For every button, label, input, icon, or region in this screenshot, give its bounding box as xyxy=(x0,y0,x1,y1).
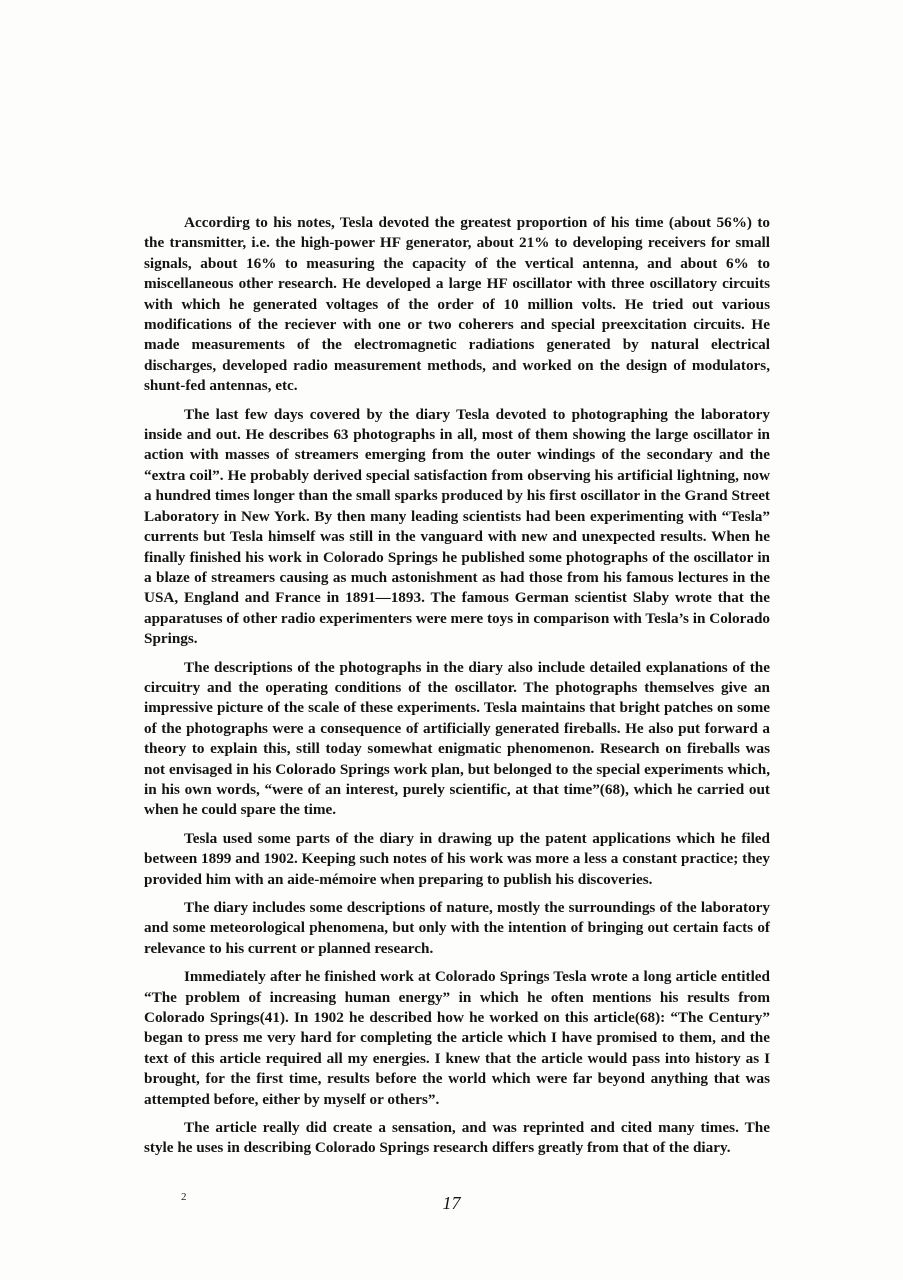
paragraph-6: Immediately after he finished work at Colorado Springs Tesla wrote a long article entitled “The problem of increasing human energy” in which he often mentions his results from Colorado Springs(41). In 1902 he described how he worked on this article(68): “The Century” began to press me very hard for completing the article which I have promised to them, and the text of this article required all my energies. I knew that the article would pass into history as I brought, for the first time, results before the world which were far beyond anything that was attempted before, either by myself or others”. xyxy=(144,968,770,1108)
paragraph-1: Accordirg to his notes, Tesla devoted the greatest proportion of his time (about 56%) to the transmitter, i.e. the high-power HF generator, about 21% to developing receivers for small signals, about 16% to measuring the capacity of the vertical antenna, and about 6% to miscellaneous other research. He developed a large HF oscillator with three oscillatory circuits with which he generated voltages of the order of 10 million volts. He tried out various modifications of the reciever with one or two coherers and special preexcitation circuits. He made measurements of the electromagnetic radiations generated by natural electrical discharges, developed radio measurement methods, and worked on the design of modulators, shunt-fed antennas, etc. xyxy=(144,214,770,395)
paragraph-7: The article really did create a sensation, and was reprinted and cited many times. The style he uses in describing Colorado Springs research differs greatly from that of the diary. xyxy=(144,1119,770,1157)
signature-mark: 2 xyxy=(181,1191,187,1203)
paragraph-5: The diary includes some descriptions of nature, mostly the surroundings of the laboratory and some meteorological phenomena, but only with the intention of bringing out certain facts of relevance to his current or planned research. xyxy=(144,899,770,957)
paragraph-4: Tesla used some parts of the diary in drawing up the patent applications which he filed between 1899 and 1902. Keeping such notes of his work was more a less a constant practice; they provided him with an aide-mémoire when preparing to publish his discoveries. xyxy=(144,829,770,888)
paragraph-2: The last few days covered by the diary Tesla devoted to photographing the laboratory inside and out. He describes 63 photographs in all, most of them showing the large oscillator in action with masses of streamers emerging from the outer windings of the secondary and the “extra coil”. He probably derived special satisfaction from observing his artificial lightning, now a hundred times longer than the small sparks produced by his first oscillator in the Grand Street Laboratory in New York. By then many leading scientists had been experimenting with “Tesla” currents but Tesla himself was still in the vanguard with new and unexpected results. When he finally finished his work in Colorado Springs he published some photographs of the oscillator in a blaze of streamers causing as much astonishment as had those from his famous lectures in the USA, England and France in 1891—1893. The famous German scientist Slaby wrote that the apparatuses of other radio experimenters were mere toys in comparison with Tesla’s in Colorado Springs. xyxy=(144,405,770,648)
body-text xyxy=(144,213,770,1159)
paragraph-3: The descriptions of the photographs in the diary also include detailed explanations of the circuitry and the operating conditions of the oscillator. The photographs themselves give an impressive picture of the scale of these experiments. Tesla maintains that bright patches on some of the photographs were a consequence of artificially generated fireballs. He also put forward a theory to explain this, still today somewhat enigmatic phenomenon. Research on fireballs was not envisaged in his Colorado Springs work plan, but belonged to the special experiments which, in his own words, “were of an interest, purely scientific, at that time”(68), which he carried out when he could spare the time. xyxy=(144,658,770,819)
page-number: 17 xyxy=(442,1193,461,1213)
